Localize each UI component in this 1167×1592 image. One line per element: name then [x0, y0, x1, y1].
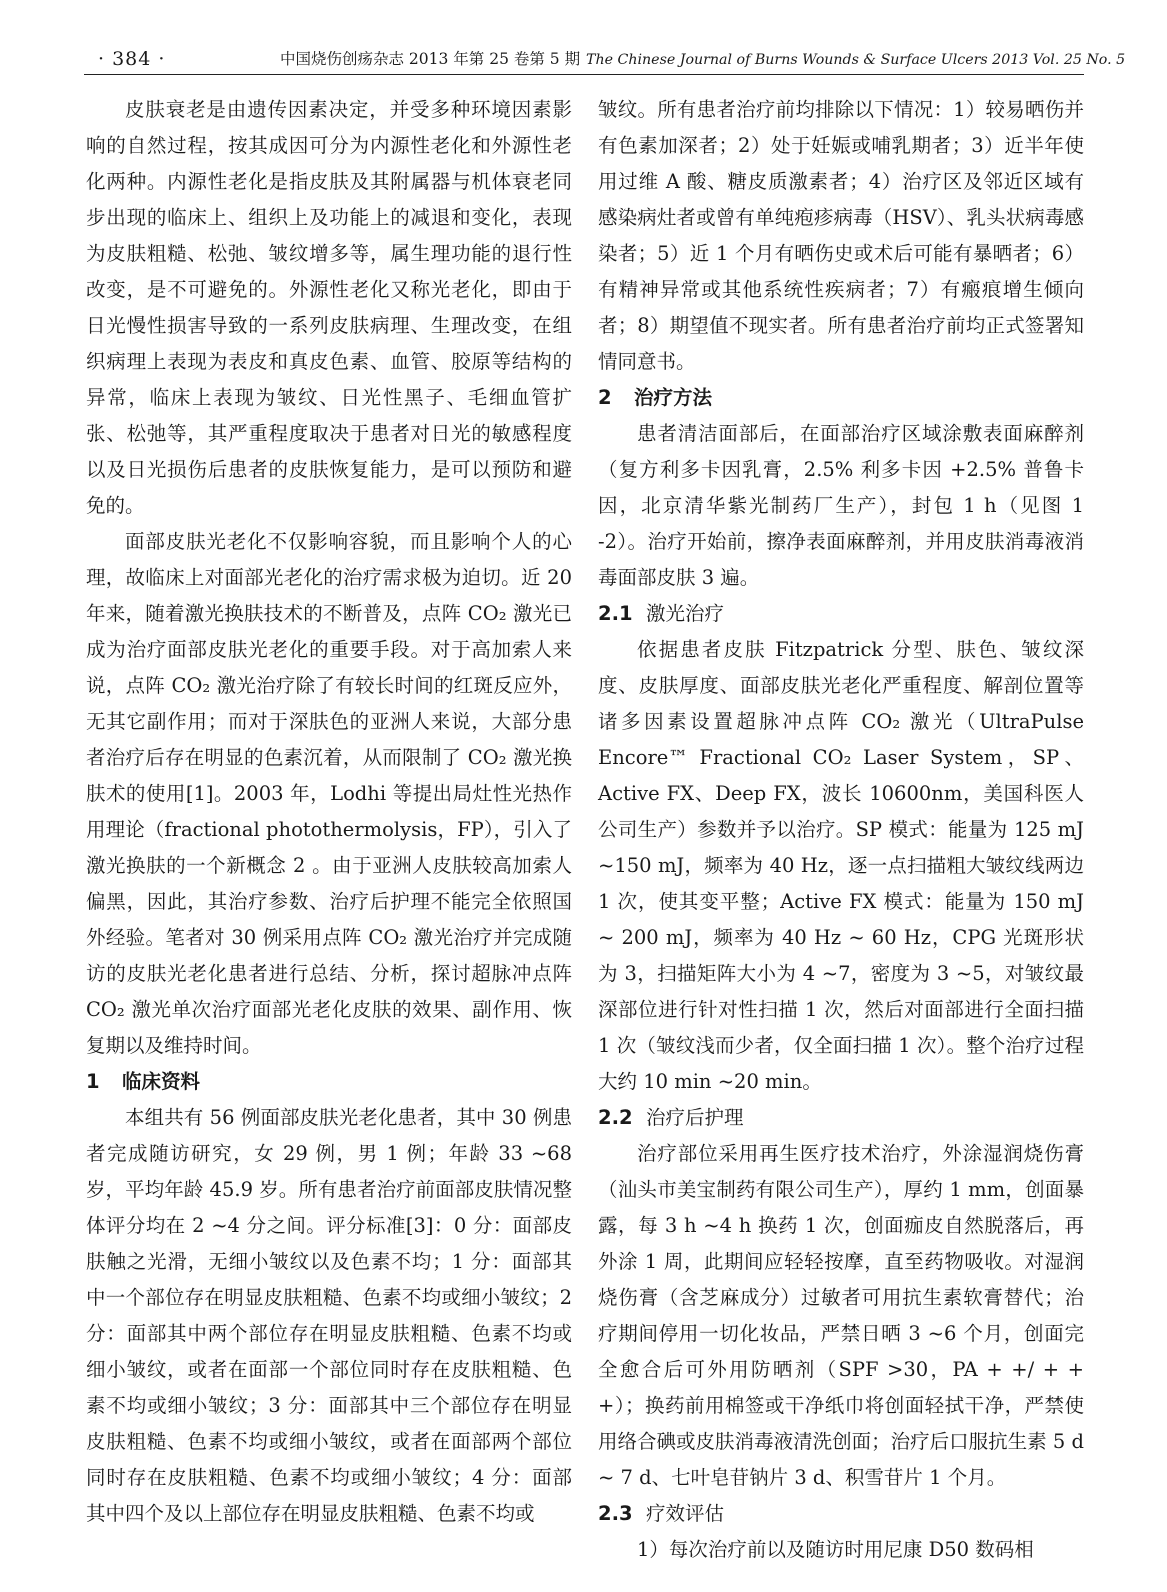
section-heading-clinical-data [86, 1064, 572, 1100]
laser-treatment-paragraph: 依据患者皮肤 Fitzpatrick 分型、肤色、皱纹深度、皮肤厚度、面部皮肤光老化严重程度、解剖位置等诸多因素设置超脉冲点阵 CO₂ 激光（UltraPulse Encore™ Fractional CO₂ Laser System，SP、Active FX、Deep FX，波长 10600nm，美国科医人公司生产）参数并予以治疗。SP 模式：能量为 125 mJ ~150 mJ，频率为 40 Hz，逐一点扫描粗大皱纹线两边 1 次，使其变平整；Active FX 模式：能量为 150 mJ ~ 200 mJ，频率为 40 Hz ~ 60 Hz，CPG 光斑形状为 3，扫描矩阵大小为 4 ~7，密度为 3 ~5，对皱纹最深部位进行针对性扫描 1 次，然后对面部进行全面扫描 1 次（皱纹浅而少者，仅全面扫描 1 次）。整个治疗过程大约 10 min ~20 min。 [598, 638, 1084, 1093]
clinical-data-paragraph: 本组共有 56 例面部皮肤光老化患者，其中 30 例患者完成随访研究，女 29 例，男 1 例；年龄 33 ~68 岁，平均年龄 45.9 岁。所有患者治疗前面部皮肤情况整体评分均在 2 ~4 分之间。评分标准[3]：0 分：面部皮肤触之光滑，无细小皱纹以及色素不均；1 分：面部其中一个部位存在明显皮肤粗糙、色素不均或细小皱纹；2 分：面部其中两个部位存在明显皮肤粗糙、色素不均或细小皱纹，或者在面部一个部位同时存在皮肤粗糙、色素不均或细小皱纹；3 分：面部其中三个部位存在明显皮肤粗糙、色素不均或细小皱纹，或者在面部两个部位同时存在皮肤粗糙、色素不均或细小皱纹；4 分：面部其中四个及以上部位存在明显皮肤粗糙、色素不均或 [86, 1106, 572, 1525]
subsection-number: 2.3 [598, 1502, 633, 1525]
subsection-title: 治疗后护理 [646, 1106, 744, 1129]
right-column [598, 92, 1084, 1568]
section-number: 2 [598, 386, 612, 409]
intro-paragraph-aging: 皮肤衰老是由遗传因素决定，并受多种环境因素影响的自然过程，按其成因可分为内源性老化和外源性老化两种。内源性老化是指皮肤及其附属器与机体衰老同步出现的临床上、组织上及功能上的减退和变化，表现为皮肤粗糙、松弛、皱纹增多等，属生理功能的退行性改变，是不可避免的。外源性老化又称光老化，即由于日光慢性损害导致的一系列皮肤病理、生理改变，在组织病理上表现为表皮和真皮色素、血管、胶原等结构的异常，临床上表现为皱纹、日光性黑子、毛细血管扩张、松弛等，其严重程度取决于患者对日光的敏感程度以及日光损伤后患者的皮肤恢复能力，是可以预防和避免的。 [86, 98, 572, 517]
subsection-title: 激光治疗 [646, 602, 725, 625]
subsection-title: 疗效评估 [646, 1502, 725, 1525]
intro-paragraph-photoaging: 面部皮肤光老化不仅影响容貌，而且影响个人的心理，故临床上对面部光老化的治疗需求极为迫切。近 20 年来，随着激光换肤技术的不断普及，点阵 CO₂ 激光已成为治疗面部皮肤光老化的重要手段。对于高加索人来说，点阵 CO₂ 激光治疗除了有较长时间的红斑反应外，无其它副作用；而对于深肤色的亚洲人来说，大部分患者治疗后存在明显的色素沉着，从而限制了 CO₂ 激光换肤术的使用[1]。2003 年，Lodhi 等提出局灶性光热作用理论（fractional photothermolysis，FP），引入了激光换肤的一个新概念 2 。由于亚洲人皮肤较高加索人偏黑，因此，其治疗参数、治疗后护理不能完全依照国外经验。笔者对 30 例采用点阵 CO₂ 激光治疗并完成随访的皮肤光老化患者进行总结、分析，探讨超脉冲点阵 CO₂ 激光单次治疗面部光老化皮肤的效果、副作用、恢复期以及维持时间。 [86, 530, 572, 1057]
treatment-methods-paragraph: 患者清洁面部后，在面部治疗区域涂敷表面麻醉剂（复方利多卡因乳膏，2.5% 利多卡因 +2.5% 普鲁卡因，北京清华紫光制药厂生产），封包 1 h（见图 1 -2）。治疗开始前，擦净表面麻醉剂，并用皮肤消毒液消毒面部皮肤 3 遍。 [598, 422, 1084, 589]
subsection-number: 2.1 [598, 602, 633, 625]
section-title: 治疗方法 [634, 386, 713, 409]
journal-title-chinese: 中国烧伤创疡杂志 2013 年第 25 卷第 5 期 [280, 50, 581, 68]
subsection-heading-efficacy-evaluation [598, 1496, 1084, 1532]
subsection-heading-laser-treatment [598, 596, 1084, 632]
section-number: 1 [86, 1070, 100, 1093]
journal-title-english: The Chinese Journal of Burns Wounds & Surface Ulcers 2013 Vol. 25 No. 5 [586, 52, 1126, 68]
post-treatment-care-paragraph: 治疗部位采用再生医疗技术治疗，外涂湿润烧伤膏（汕头市美宝制药有限公司生产），厚约 1 mm，创面暴露，每 3 h ~4 h 换药 1 次，创面痂皮自然脱落后，再外涂 1 周，此期间应轻轻按摩，直至药物吸收。对湿润烧伤膏（含芝麻成分）过敏者可用抗生素软膏替代；治疗期间停用一切化妆品，严禁日晒 3 ~6 个月，创面完全愈合后可外用防晒剂（SPF >30，PA + +/ + + +）；换药前用棉签或干净纸巾将创面轻拭干净，严禁使用络合碘或皮肤消毒液清洗创面；治疗后口服抗生素 5 d ~ 7 d、七叶皂苷钠片 3 d、积雪苷片 1 个月。 [598, 1142, 1084, 1489]
efficacy-evaluation-paragraph: 1）每次治疗前以及随访时用尼康 D50 数码相 [637, 1538, 1034, 1561]
subsection-number: 2.2 [598, 1106, 633, 1129]
header-rule [84, 74, 1084, 75]
running-header [84, 48, 1126, 74]
section-title: 临床资料 [122, 1070, 201, 1093]
section-heading-treatment-methods [598, 380, 1084, 416]
subsection-heading-post-treatment-care [598, 1100, 1084, 1136]
page-number: · 384 · [98, 48, 166, 70]
exclusion-criteria-paragraph: 皱纹。所有患者治疗前均排除以下情况：1）较易晒伤并有色素加深者；2）处于妊娠或哺乳期者；3）近半年使用过维 A 酸、糖皮质激素者；4）治疗区及邻近区域有感染病灶者或曾有单纯疱疹病毒（HSV）、乳头状病毒感染者；5）近 1 个月有晒伤史或术后可能有暴晒者；6）有精神异常或其他系统性疾病者；7）有瘢痕增生倾向者；8）期望值不现实者。所有患者治疗前均正式签署知情同意书。 [598, 98, 1084, 373]
left-column [86, 92, 572, 1532]
